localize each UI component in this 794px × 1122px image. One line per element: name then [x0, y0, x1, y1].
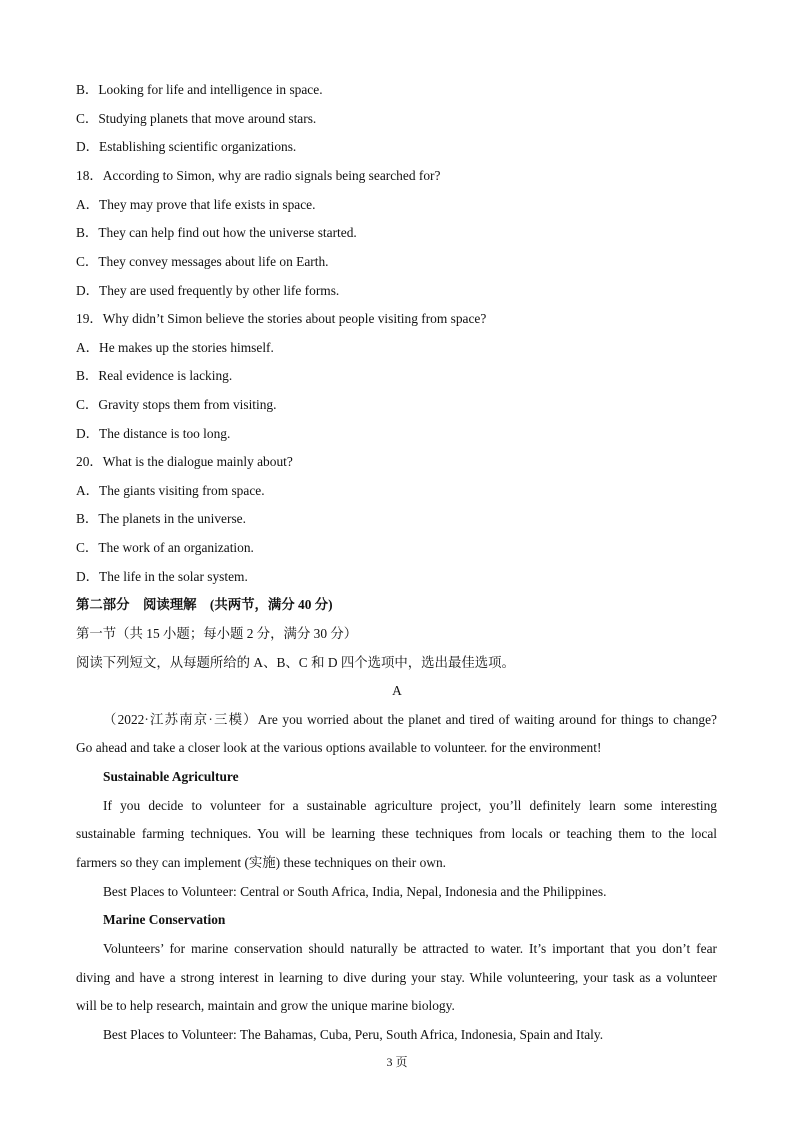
paragraph-line: Volunteers’ for marine conservation should naturally be attracted to water. It’s important that you don’t fear [103, 941, 717, 956]
option-text: B．The planets in the universe. [76, 511, 246, 526]
paragraph-line: will be to help research, maintain and grow the unique marine biology. [76, 998, 455, 1013]
option-text: D．The life in the solar system. [76, 569, 248, 584]
option-text: C．The work of an organization. [76, 540, 254, 555]
passage-label: A [392, 683, 402, 698]
option-text: B．Real evidence is lacking. [76, 368, 233, 383]
passage-intro-line: （2022·江苏南京·三模）Are you worried about the planet and tired of waiting around for things to change? [103, 712, 717, 727]
places-line: Best Places to Volunteer: Central or South Africa, India, Nepal, Indonesia and the Philippines. [103, 884, 607, 899]
question-text: 19．Why didn’t Simon believe the stories about people visiting from space? [76, 311, 487, 326]
option-text: A．He makes up the stories himself. [76, 340, 274, 355]
paragraph-line: farmers so they can implement (实施) these techniques on their own. [76, 855, 446, 870]
subheading: Sustainable Agriculture [103, 769, 239, 784]
section-heading: 第一节（共 15 小题；每小题 2 分，满分 30 分） [76, 626, 358, 641]
option-text: B．They can help find out how the universe started. [76, 225, 357, 240]
places-line: Best Places to Volunteer: The Bahamas, Cuba, Peru, South Africa, Indonesia, Spain and Italy. [103, 1027, 604, 1042]
instruction-text: 阅读下列短文，从每题所给的 A、B、C 和 D 四个选项中，选出最佳选项。 [76, 655, 515, 670]
question-text: 20．What is the dialogue mainly about? [76, 454, 293, 469]
paragraph-line: If you decide to volunteer for a sustainable agriculture project, you’ll definitely learn some interesting [103, 798, 717, 813]
option-text: D．Establishing scientific organizations. [76, 139, 297, 154]
part-heading: 第二部分 阅读理解 (共两节，满分 40 分) [76, 597, 333, 612]
paragraph-line: diving and have a strong interest in learning to dive during your stay. While volunteering, your task as a volunteer [76, 970, 717, 985]
passage-intro-line: Go ahead and take a closer look at the various options available to volunteer. for the environment! [76, 740, 602, 755]
option-text: A．The giants visiting from space. [76, 483, 265, 498]
paragraph-line: sustainable farming techniques. You will be learning these techniques from locals or teaching them to the local [76, 826, 717, 841]
option-text: D．The distance is too long. [76, 426, 231, 441]
option-text: D．They are used frequently by other life forms. [76, 283, 340, 298]
option-text: C．They convey messages about life on Earth. [76, 254, 329, 269]
question-text: 18．According to Simon, why are radio signals being searched for? [76, 168, 441, 183]
subheading: Marine Conservation [103, 912, 226, 927]
option-text: B．Looking for life and intelligence in space. [76, 82, 323, 97]
option-text: A．They may prove that life exists in space. [76, 197, 316, 212]
page-number: 3 页 [386, 1055, 408, 1069]
option-text: C．Gravity stops them from visiting. [76, 397, 277, 412]
option-text: C．Studying planets that move around stars. [76, 111, 317, 126]
